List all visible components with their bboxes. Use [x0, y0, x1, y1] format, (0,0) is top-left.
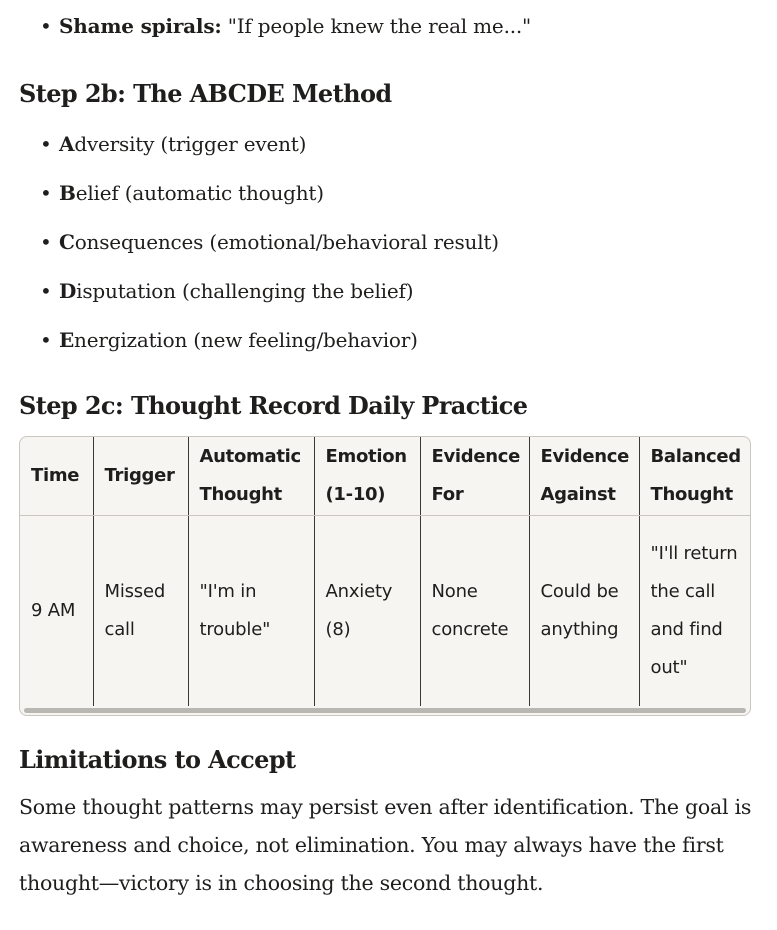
list-item	[19, 277, 499, 305]
thought-record-table-container	[19, 436, 751, 716]
acronym-letter: E	[59, 328, 75, 352]
bullet-dot: •	[40, 132, 52, 156]
thought-record-table	[20, 437, 750, 706]
table-cell: 9 AM	[20, 516, 93, 707]
section-heading-2c: Step 2c: Thought Record Daily Practice	[19, 391, 528, 420]
acronym-letter: C	[59, 230, 75, 254]
table-cell: Anxiety (8)	[314, 516, 420, 707]
column-header: Emotion (1-10)	[314, 437, 420, 516]
table-cell: Could be anything	[529, 516, 639, 707]
column-header: Automatic Thought	[188, 437, 314, 516]
item-text: elief (automatic thought)	[75, 181, 324, 205]
item-text: nergization (new feeling/behavior)	[74, 328, 418, 352]
abcde-list	[19, 130, 499, 375]
column-header: Time	[20, 437, 93, 516]
bullet-bold-term: Shame spirals:	[59, 14, 222, 38]
section-heading-limitations: Limitations to Accept	[19, 745, 296, 774]
acronym-letter: B	[59, 181, 76, 205]
table-row	[20, 516, 750, 707]
limitations-paragraph: Some thought patterns may persist even after identification. The goal is awareness and choice, not elimination. You may always have the first thought—victory is in choosing the second thought.	[19, 795, 752, 895]
list-item	[19, 12, 531, 40]
section-heading-2b: Step 2b: The ABCDE Method	[19, 79, 392, 108]
list-item	[19, 326, 499, 354]
list-item	[19, 228, 499, 256]
table-cell: "I'll return the call and find out"	[650, 543, 738, 678]
table-header-row	[20, 437, 750, 516]
bullet-dot: •	[40, 14, 52, 38]
table-cell: "I'm in trouble"	[188, 516, 314, 707]
table-cell: None concrete	[420, 516, 529, 707]
list-item	[19, 179, 499, 207]
horizontal-scrollbar[interactable]	[24, 708, 746, 713]
item-text: isputation (challenging the belief)	[76, 279, 414, 303]
bullet-dot: •	[40, 279, 52, 303]
list-item	[19, 130, 499, 158]
acronym-letter: D	[59, 279, 77, 303]
column-header: Trigger	[93, 437, 188, 516]
column-header: Balanced Thought	[639, 437, 750, 516]
column-header: Evidence Against	[529, 437, 639, 516]
bullet-dot: •	[40, 230, 52, 254]
bullet-text: "If people knew the real me..."	[221, 14, 532, 38]
column-header: Evidence For	[420, 437, 529, 516]
item-text: onsequences (emotional/behavioral result)	[74, 230, 499, 254]
top-bullet-list	[19, 12, 531, 40]
bullet-dot: •	[40, 328, 52, 352]
table-cell: Missed call	[93, 516, 188, 707]
bullet-dot: •	[40, 181, 52, 205]
acronym-letter: A	[59, 132, 75, 156]
item-text: dversity (trigger event)	[74, 132, 307, 156]
